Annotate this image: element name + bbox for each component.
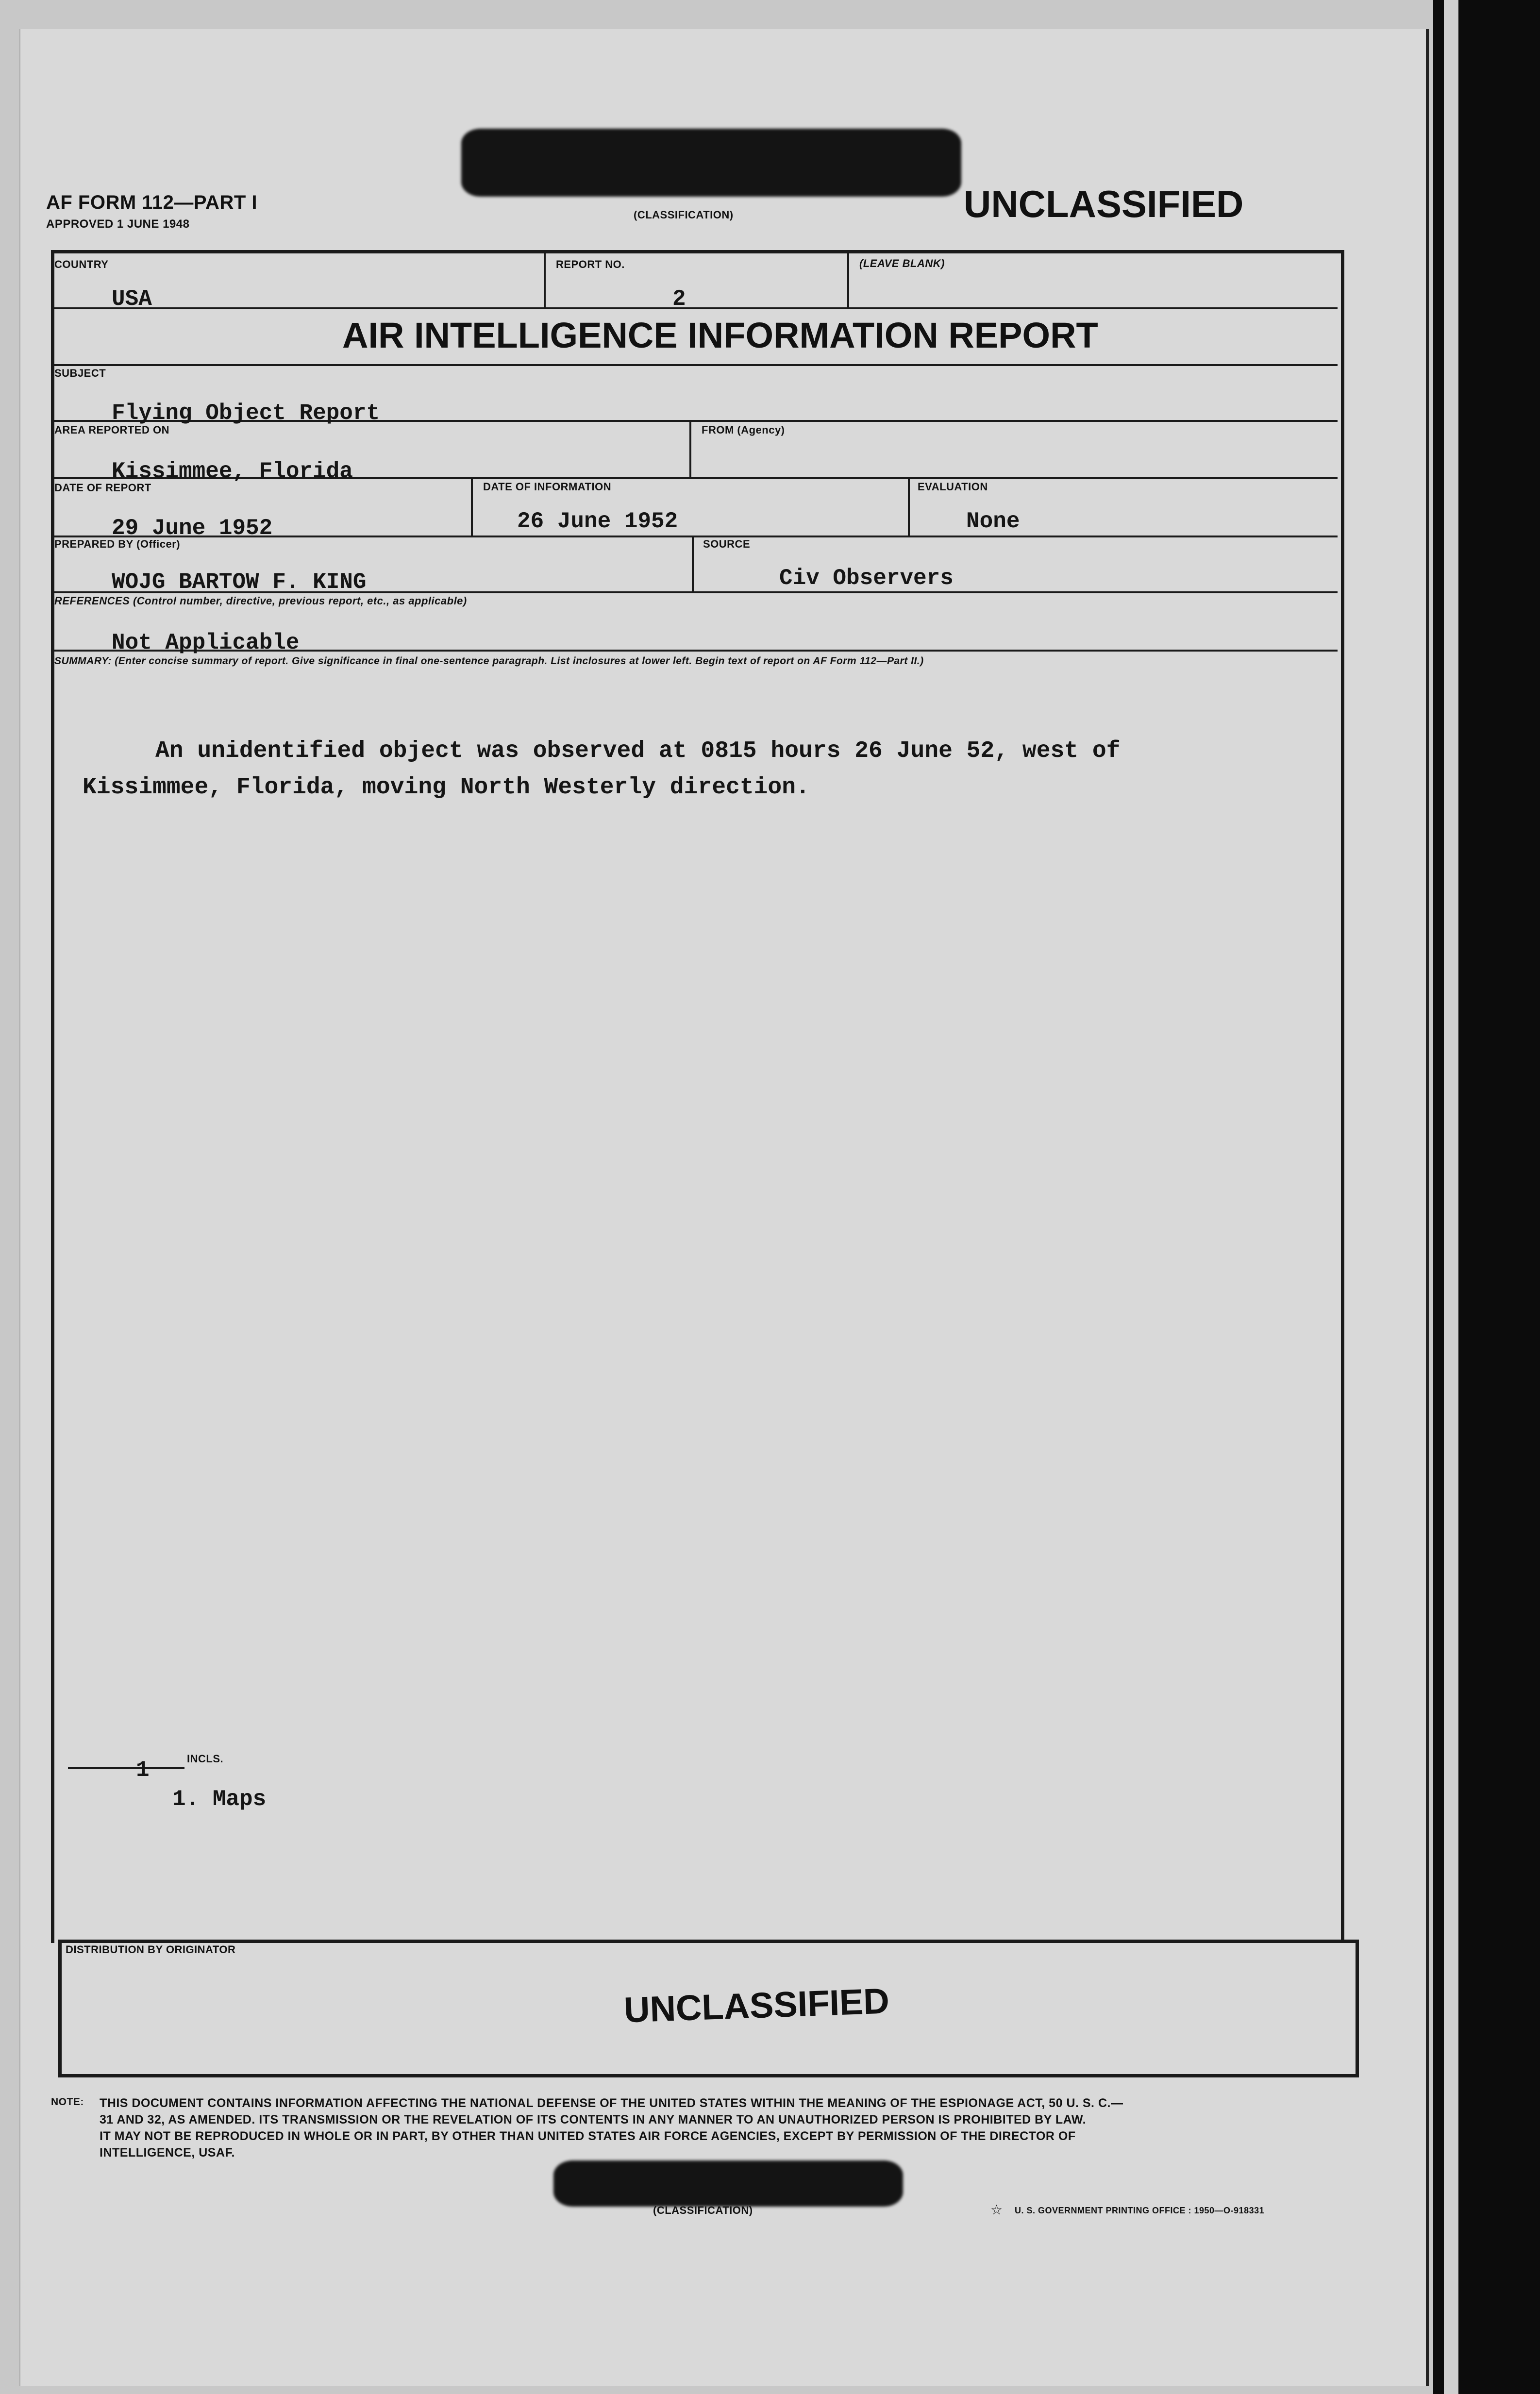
note-line-4: INTELLIGENCE, USAF.: [100, 2146, 235, 2160]
form-id: AF FORM 112—PART I: [46, 192, 257, 213]
area-value: Kissimmee, Florida: [112, 459, 353, 484]
from-label: FROM (Agency): [702, 424, 785, 436]
rule: [54, 307, 1338, 309]
inclosure-count: 1: [136, 1758, 150, 1783]
area-label: AREA REPORTED ON: [54, 424, 169, 436]
divider: [689, 420, 691, 478]
scan-edge-strip: [1444, 0, 1458, 2394]
distribution-label: DISTRIBUTION BY ORIGINATOR: [66, 1943, 236, 1956]
rule: [54, 364, 1338, 366]
date-of-report-label: DATE OF REPORT: [54, 482, 151, 494]
country-value: USA: [112, 286, 152, 312]
approved-date: APPROVED 1 JUNE 1948: [46, 218, 190, 231]
report-title: AIR INTELLIGENCE INFORMATION REPORT: [342, 315, 1098, 355]
summary-label: SUMMARY: (Enter concise summary of report. Give significance in final one-sentence paragraph. List inclosures at lower left. Begin text of report on AF Form 112—Part II.): [54, 655, 924, 667]
inclosure-label: INCLS.: [187, 1753, 224, 1765]
divider: [908, 477, 910, 536]
source-value: Civ Observers: [779, 566, 954, 591]
subject-value: Flying Object Report: [112, 401, 380, 426]
divider: [544, 252, 546, 308]
classification-redaction-bottom: [553, 2160, 903, 2207]
classification-caption-bottom: (CLASSIFICATION): [653, 2204, 753, 2216]
prepared-by-value: WOJG BARTOW F. KING: [112, 569, 367, 595]
country-label: COUNTRY: [54, 258, 109, 270]
inclosure-item-1: 1. Maps: [172, 1787, 267, 1812]
report-no-value: 2: [672, 286, 686, 312]
subject-label: SUBJECT: [54, 367, 106, 379]
note-line-1: THIS DOCUMENT CONTAINS INFORMATION AFFECTING THE NATIONAL DEFENSE OF THE UNITED STATES WITHIN THE MEANING OF THE ESPIONAGE ACT, 50 U. S. C.—: [100, 2096, 1123, 2110]
report-no-label: REPORT NO.: [556, 258, 625, 270]
scan-edge: [1433, 0, 1540, 2394]
note-prefix: NOTE:: [51, 2096, 84, 2108]
divider: [692, 536, 694, 592]
summary-line-1: An unidentified object was observed at 0815 hours 26 June 52, west of: [155, 738, 1121, 764]
date-of-info-value: 26 June 1952: [517, 509, 678, 534]
star-icon: ☆: [990, 2202, 1003, 2217]
form-frame: [51, 250, 1344, 1943]
note-line-3: IT MAY NOT BE REPRODUCED IN WHOLE OR IN PART, BY OTHER THAN UNITED STATES AIR FORCE AGENCIES, EXCEPT BY PERMISSION OF THE DIRECTOR OF: [100, 2129, 1076, 2143]
classification-redaction-top: [461, 129, 961, 197]
classification-caption-top: (CLASSIFICATION): [634, 209, 734, 221]
printing-office: U. S. GOVERNMENT PRINTING OFFICE : 1950—O-918331: [1015, 2206, 1265, 2215]
leave-blank-label: (LEAVE BLANK): [859, 257, 945, 269]
divider: [847, 252, 849, 308]
prepared-by-label: PREPARED BY (Officer): [54, 538, 181, 550]
references-value: Not Applicable: [112, 630, 300, 655]
classification-stamp-top: UNCLASSIFIED: [964, 183, 1244, 225]
references-label: REFERENCES (Control number, directive, previous report, etc., as applicable): [54, 595, 467, 607]
classification-stamp-bottom: UNCLASSIFIED: [623, 1980, 890, 2030]
inclosure-rule: [68, 1767, 184, 1769]
summary-line-2: Kissimmee, Florida, moving North Westerly direction.: [83, 774, 810, 801]
date-of-info-label: DATE OF INFORMATION: [483, 481, 612, 493]
note-line-2: 31 AND 32, AS AMENDED. ITS TRANSMISSION OR THE REVELATION OF ITS CONTENTS IN ANY MANNER TO AN UNAUTHORIZED PERSON IS PROHIBITED BY LAW.: [100, 2113, 1087, 2126]
divider: [471, 477, 473, 536]
date-of-report-value: 29 June 1952: [112, 516, 273, 541]
source-label: SOURCE: [703, 538, 751, 550]
evaluation-label: EVALUATION: [918, 481, 988, 493]
evaluation-value: None: [966, 509, 1020, 534]
